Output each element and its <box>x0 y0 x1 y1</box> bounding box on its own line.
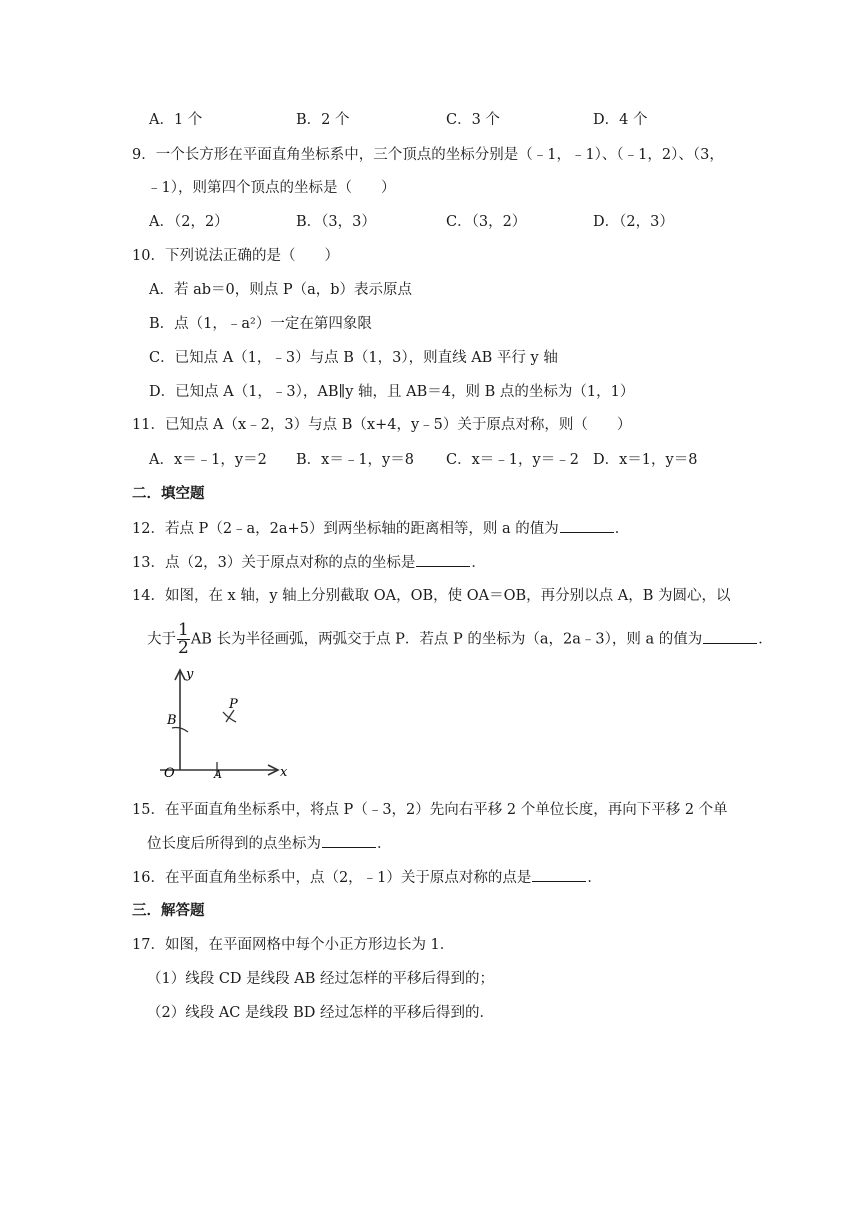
q14-stem-line1: 14．如图，在 x 轴，y 轴上分别截取 OA，OB，使 OA＝OB，再分别以点 A，B 为圆心，以 <box>132 588 731 604</box>
q16-text: 16．在平面直角坐标系中，点（2，﹣1）关于原点对称的点是 <box>132 870 532 886</box>
q9-stem-line2: ﹣1），则第四个顶点的坐标是（ ） <box>147 180 396 196</box>
q10-option-b: B．点（1，﹣a²）一定在第四象限 <box>149 316 372 332</box>
q14-coordinate-figure <box>150 660 290 785</box>
q11-stem: 11．已知点 A（x﹣2，3）与点 B（x+4，y﹣5）关于原点对称，则（ ） <box>132 417 632 433</box>
q17-stem: 17．如图，在平面网格中每个小正方形边长为 1． <box>132 937 455 953</box>
q8-option-c: C．3 个 <box>446 112 500 128</box>
q8-option-d: D．4 个 <box>593 112 648 128</box>
q15-stem-line1: 15．在平面直角坐标系中，将点 P（﹣3，2）先向右平移 2 个单位长度，再向下平移 2 个单 <box>132 802 728 818</box>
y-axis-label: y <box>186 667 194 682</box>
q14-text-post: AB 长为半径画弧，两弧交于点 P．若点 P 的坐标为（a，2a﹣3），则 a 的值为 <box>190 631 703 648</box>
q9-option-b: B．（3，3） <box>296 214 376 230</box>
q16-answer-blank[interactable] <box>532 867 586 882</box>
section-heading-fill-in: 二．填空题 <box>132 486 205 502</box>
q14-text-pre: 大于 <box>147 631 176 648</box>
q10-stem: 10．下列说法正确的是（ ） <box>132 248 339 264</box>
q8-option-b: B．2 个 <box>296 112 350 128</box>
q11-option-a: A．x＝﹣1，y＝2 <box>149 452 267 468</box>
q11-option-d: D．x＝1，y＝8 <box>593 452 698 468</box>
q15-stem-line2: 位长度后所得到的点坐标为 ． <box>147 833 392 854</box>
q8-option-a: A．1 个 <box>149 112 203 128</box>
point-a-label: A <box>214 768 222 781</box>
q11-option-c: C．x＝﹣1，y＝﹣2 <box>446 452 579 468</box>
q13-text: 13．点（2，3）关于原点对称的点的坐标是 <box>132 555 416 571</box>
q14-fraction-denominator: 2 <box>178 638 189 658</box>
q15-answer-blank[interactable] <box>322 833 376 848</box>
q10-option-a: A．若 ab＝0，则点 P（a，b）表示原点 <box>149 282 413 298</box>
q14-answer-blank[interactable] <box>703 629 757 644</box>
q9-option-d: D．（2，3） <box>593 214 674 230</box>
point-p-label: P <box>229 697 238 712</box>
q13-stem: 13．点（2，3）关于原点对称的点的坐标是 ． <box>132 552 486 573</box>
q9-stem-line1: 9．一个长方形在平面直角坐标系中，三个顶点的坐标分别是（﹣1，﹣1）、（﹣1，2）、（3， <box>132 147 724 163</box>
q10-option-d: D．已知点 A（1，﹣3），AB∥y 轴，且 AB＝4，则 B 点的坐标为（1，1） <box>149 384 635 400</box>
q14-stem-line2: 大于 $\frac{1}{2}$ AB 长为半径画弧，两弧交于点 P．若点 P 的坐标为（a，2a﹣3），则 a 的值为 ． <box>147 620 773 658</box>
q14-fraction-numerator: 1 <box>178 620 189 640</box>
q17-part1: （1）线段 CD 是线段 AB 经过怎样的平移后得到的； <box>147 971 495 987</box>
x-axis-label: x <box>280 765 288 780</box>
q16-stem: 16．在平面直角坐标系中，点（2，﹣1）关于原点对称的点是 ． <box>132 867 602 888</box>
q17-part2: （2）线段 AC 是线段 BD 经过怎样的平移后得到的． <box>147 1005 495 1021</box>
q12-stem: 12．若点 P（2﹣a，2a+5）到两坐标轴的距离相等，则 a 的值为 ． <box>132 518 629 539</box>
origin-label: O <box>164 766 175 781</box>
q15-text: 位长度后所得到的点坐标为 <box>147 836 321 852</box>
q10-option-c: C．已知点 A（1，﹣3）与点 B（1，3），则直线 AB 平行 y 轴 <box>149 350 558 366</box>
q12-answer-blank[interactable] <box>560 518 614 533</box>
q12-text: 12．若点 P（2﹣a，2a+5）到两坐标轴的距离相等，则 a 的值为 <box>132 521 559 537</box>
q14-fraction <box>177 622 190 657</box>
section-heading-solve: 三．解答题 <box>132 903 205 919</box>
q11-option-b: B．x＝﹣1，y＝8 <box>296 452 414 468</box>
point-b-label: B <box>167 713 177 728</box>
q13-answer-blank[interactable] <box>416 552 470 567</box>
q9-option-c: C．（3，2） <box>446 214 527 230</box>
q9-option-a: A．（2，2） <box>149 214 229 230</box>
